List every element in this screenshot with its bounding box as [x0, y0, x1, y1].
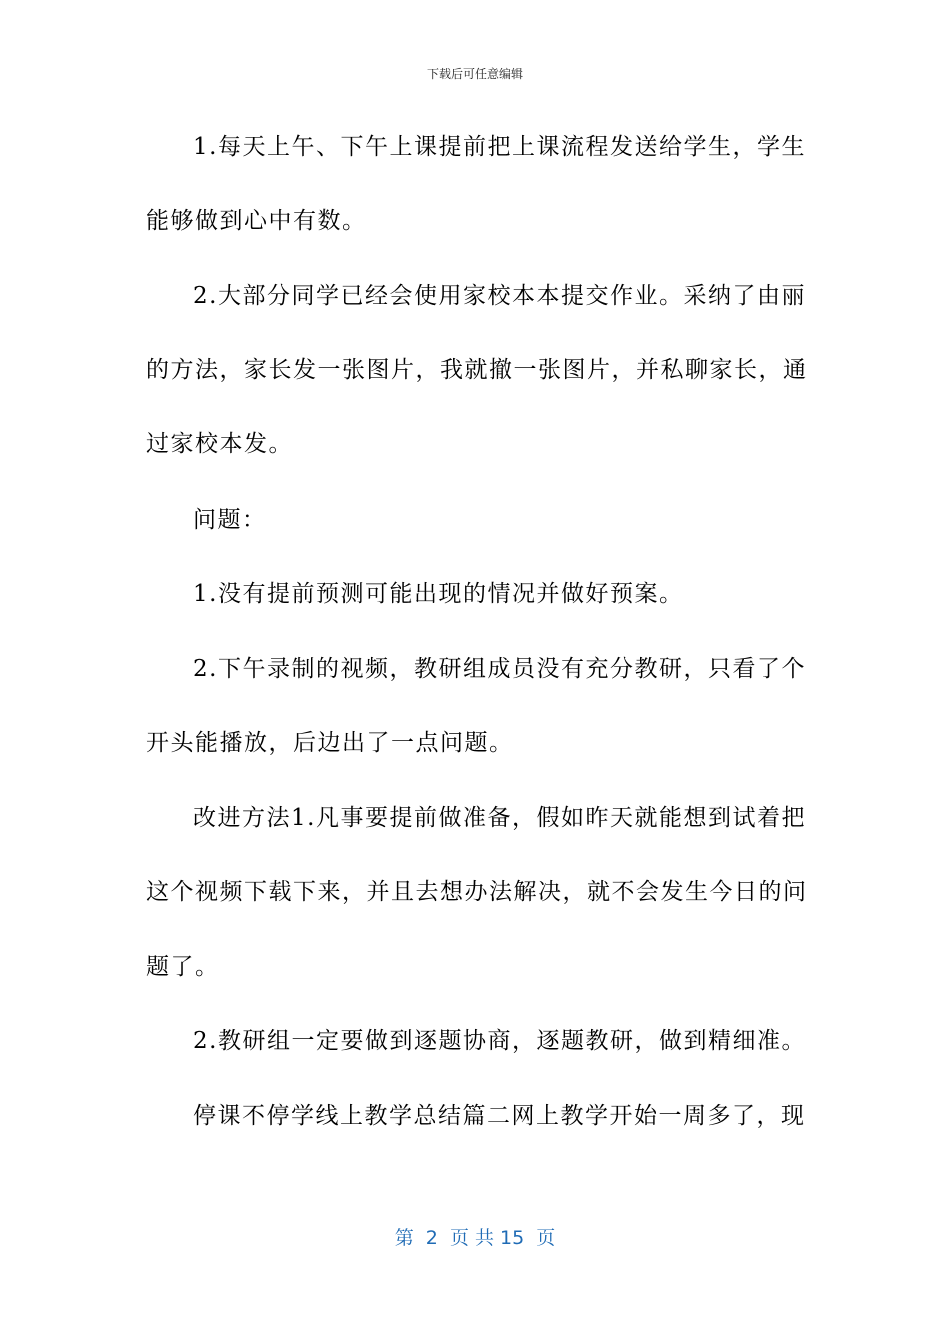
text-line: 1.没有提前预测可能出现的情况并做好预案。	[193, 581, 684, 607]
text-line: 过家校本发。	[146, 431, 293, 457]
page-header: 下载后可任意编辑	[426, 67, 523, 81]
text-line: 开头能播放，后边出了一点问题。	[146, 730, 514, 756]
section-heading: 问题：	[193, 507, 267, 533]
text-line: 改进方法1.凡事要提前做准备，假如昨天就能想到试着把	[193, 805, 806, 831]
text-line: 2.教研组一定要做到逐题协商，逐题教研，做到精细准。	[193, 1028, 806, 1054]
text-line: 这个视频下载下来，并且去想办法解决，就不会发生今日的问	[146, 879, 808, 905]
text-line: 2.下午录制的视频，教研组成员没有充分教研，只看了个	[193, 656, 806, 682]
text-line: 题了。	[146, 954, 220, 980]
text-line: 的方法，家长发一张图片，我就撤一张图片，并私聊家长，通	[146, 357, 808, 383]
text-line: 2.大部分同学已经会使用家校本本提交作业。采纳了由丽	[193, 283, 806, 309]
text-line: 1.每天上午、下午上课提前把上课流程发送给学生，学生	[193, 134, 806, 160]
text-line: 能够做到心中有数。	[146, 208, 367, 234]
page-number: 第 2 页 共 15 页	[394, 1227, 556, 1249]
text-line: 停课不停学线上教学总结篇二网上教学开始一周多了，现	[193, 1103, 806, 1129]
